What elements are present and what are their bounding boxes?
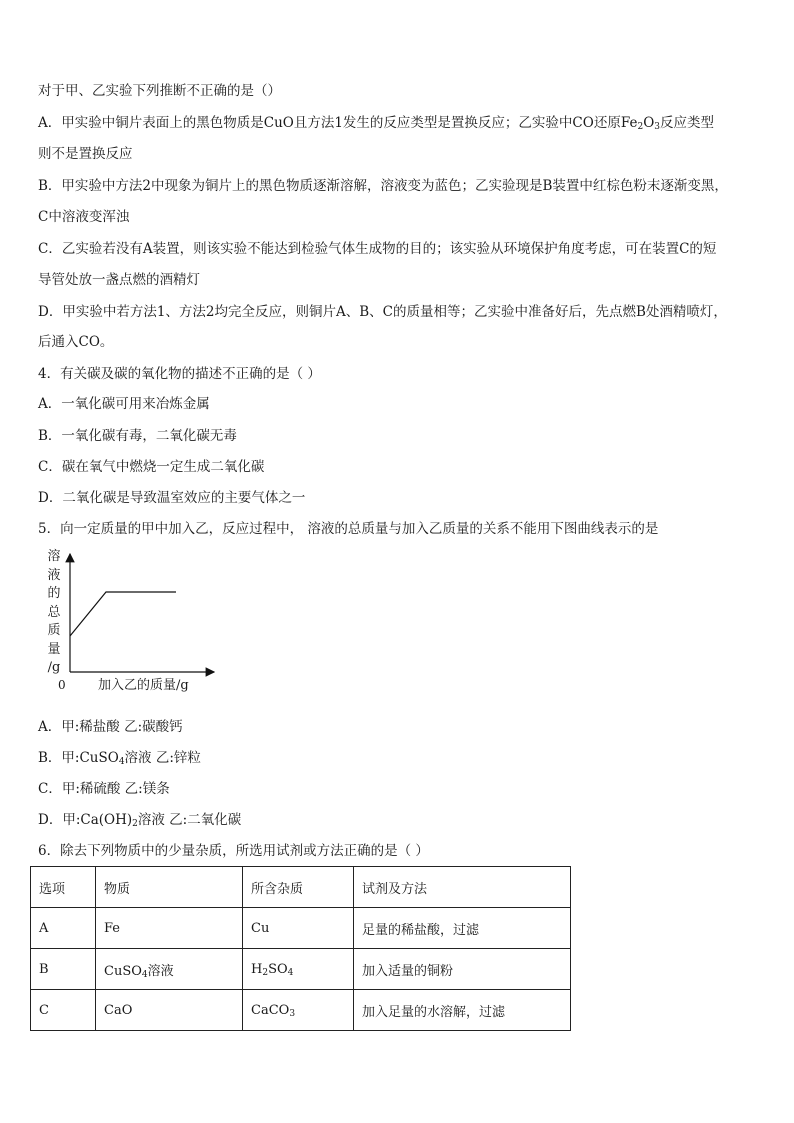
q5-option-b: B．甲:CuSO$_4$溶液 乙:锌粒	[38, 750, 201, 767]
q6-table	[30, 866, 571, 1031]
q4-stem: 4．有关碳及碳的氧化物的描述不正确的是（ ）	[38, 366, 321, 382]
cell-substance: CaO	[96, 990, 243, 1031]
q5-stem: 5．向一定质量的甲中加入乙，反应过程中， 溶液的总质量与加入乙质量的关系不能用下图曲线表示的是	[38, 521, 659, 537]
q5-option-d: D．甲$:Ca(OH)_2$溶液 乙:二氧化碳	[38, 812, 242, 829]
curve	[70, 592, 176, 636]
q3-option-c-line2: 导管处放一盏点燃的酒精灯	[38, 272, 200, 288]
header-option: 选项	[31, 867, 96, 908]
cell-option: C	[31, 990, 96, 1031]
q5-graph	[38, 548, 228, 696]
q3-intro: 对于甲、乙实验下列推断不正确的是（）	[38, 83, 281, 99]
cell-substance: Fe	[96, 908, 243, 949]
q3-option-d-line1: D．甲实验中若方法1、方法2均完全反应，则铜片A、B、C的质量相等；乙实验中准备好后，先点燃B处酒精喷灯，	[38, 304, 727, 320]
header-impurity: 所含杂质	[243, 867, 354, 908]
cell-substance: CuSO$_4$溶液	[96, 949, 243, 990]
q4-option-b: B．一氧化碳有毒，二氧化碳无毒	[38, 428, 237, 444]
q3-option-b-line1: B．甲实验中方法2中现象为铜片上的黑色物质逐渐溶解，溶液变为蓝色；乙实验现是B装置中红棕色粉末逐渐变黑，	[38, 178, 728, 194]
cell-impurity: Cu	[243, 908, 354, 949]
table-header-row	[31, 867, 571, 908]
table-row	[31, 990, 571, 1031]
q4-option-a: A．一氧化碳可用来冶炼金属	[38, 396, 210, 412]
q3-option-b-line2: C中溶液变浑浊	[38, 209, 130, 225]
q5-option-c: C．甲:稀硫酸 乙:镁条	[38, 781, 170, 797]
graph-x-label: 加入乙的质量/g	[98, 678, 189, 693]
header-method: 试剂及方法	[354, 867, 571, 908]
q5-option-a: A．甲:稀盐酸 乙:碳酸钙	[38, 719, 183, 735]
q6-stem: 6．除去下列物质中的少量杂质，所选用试剂或方法正确的是（ ）	[38, 843, 429, 859]
cell-option: B	[31, 949, 96, 990]
graph-origin: 0	[58, 678, 66, 692]
table-row	[31, 908, 571, 949]
header-substance: 物质	[96, 867, 243, 908]
q3-option-d-line2: 后通入CO。	[38, 334, 114, 350]
graph-y-label: 溶 液 的 总 质 量 /g	[47, 549, 61, 675]
cell-impurity: CaCO$_3$	[243, 990, 354, 1031]
q4-option-c: C．碳在氧气中燃烧一定生成二氧化碳	[38, 459, 265, 475]
q3-option-a-line1: A．甲实验中铜片表面上的黑色物质是CuO且方法1发生的反应类型是置换反应；乙实验中CO还原$Fe_2O_3$反应类型	[38, 115, 714, 132]
cell-method: 加入适量的铜粉	[354, 949, 571, 990]
q3-option-a-line2: 则不是置换反应	[38, 146, 133, 162]
cell-method: 足量的稀盐酸，过滤	[354, 908, 571, 949]
cell-option: A	[31, 908, 96, 949]
cell-impurity: $H_2SO_4$	[243, 949, 354, 990]
cell-method: 加入足量的水溶解，过滤	[354, 990, 571, 1031]
table-row	[31, 949, 571, 990]
q4-option-d: D．二氧化碳是导致温室效应的主要气体之一	[38, 490, 306, 506]
q3-option-c-line1: C．乙实验若没有A装置，则该实验不能达到检验气体生成物的目的；该实验从环境保护角度考虑，可在装置C的短	[38, 241, 717, 257]
